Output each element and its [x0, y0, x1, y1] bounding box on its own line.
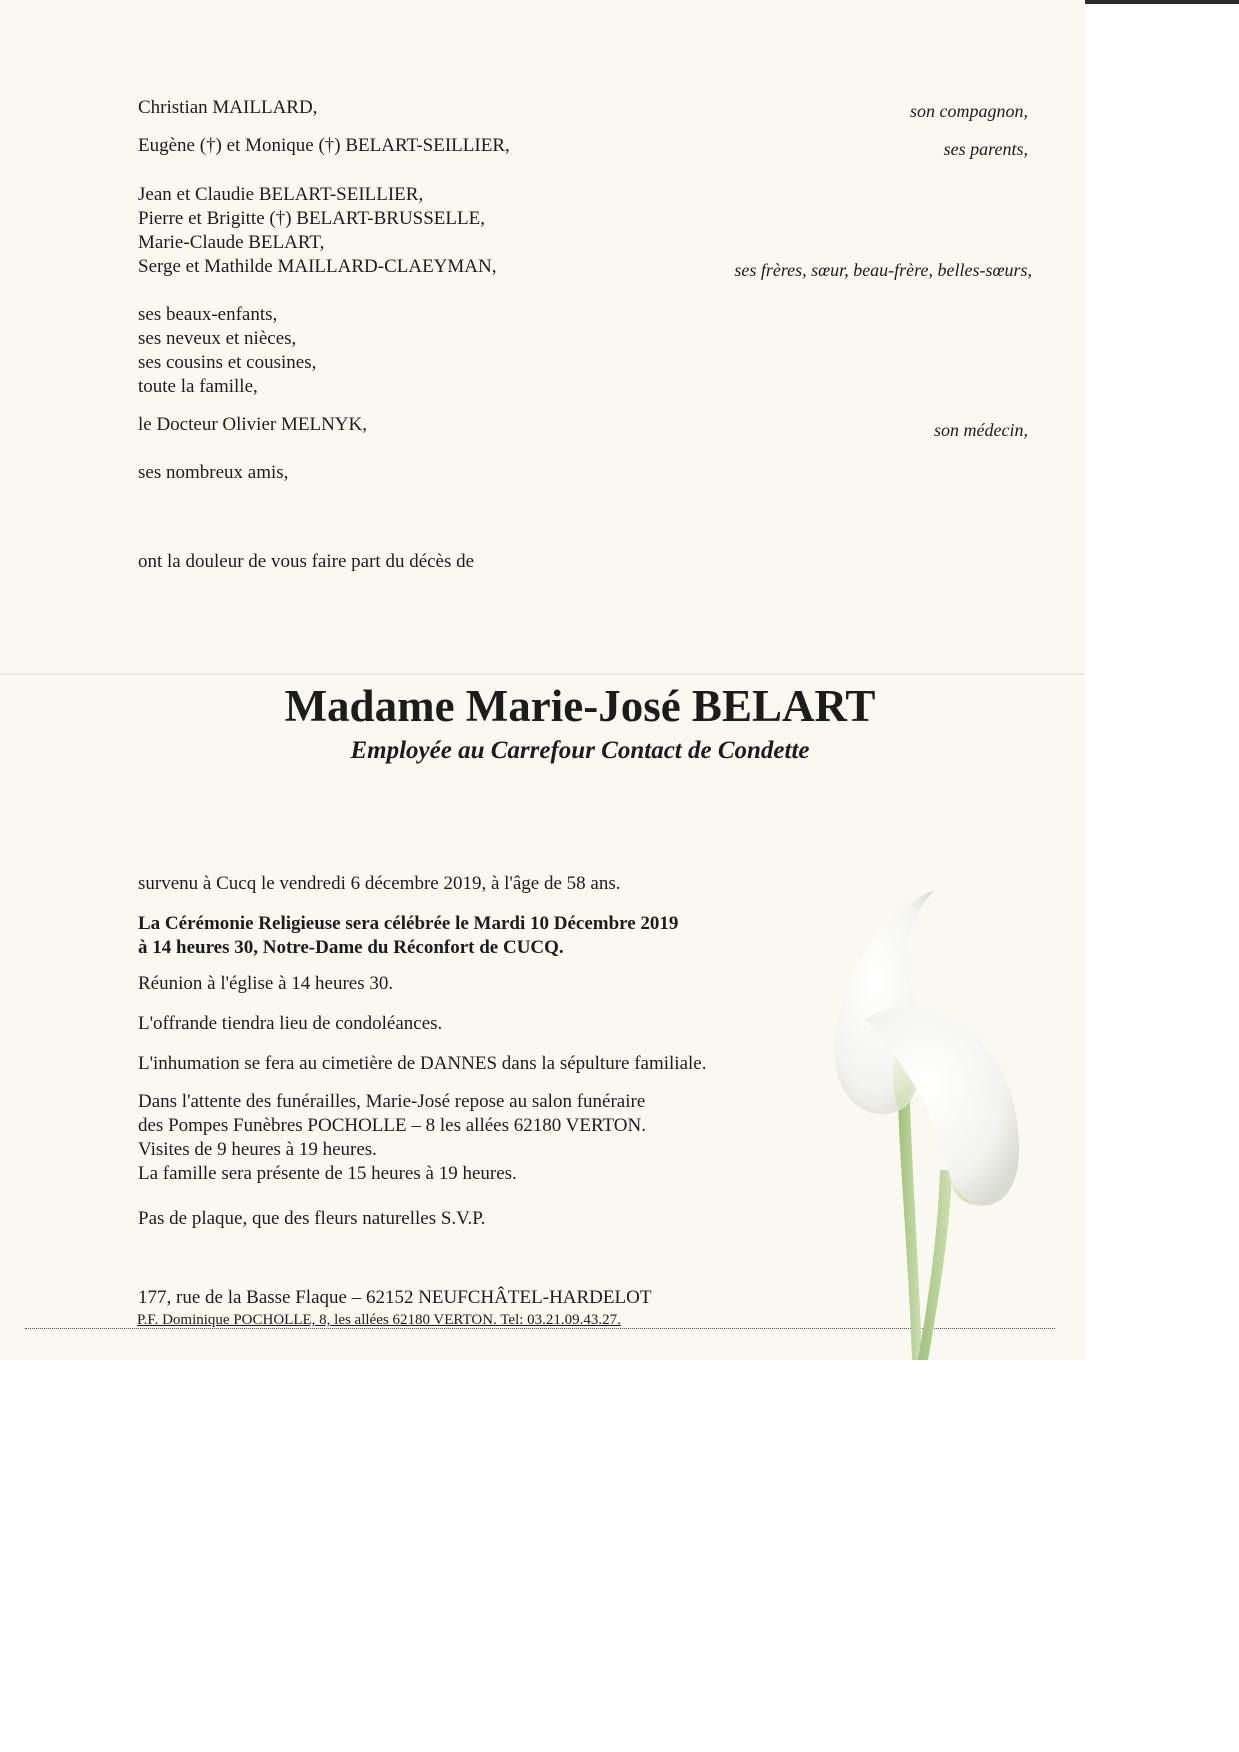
fold-line	[0, 673, 1085, 675]
doctor-relation: son médecin,	[934, 420, 1028, 440]
sibling-line: Jean et Claudie BELART-SEILLIER,	[138, 184, 424, 205]
siblings-relation: ses frères, sœur, beau-frère, belles-sœurs,	[734, 260, 1032, 280]
extended-family-block	[138, 303, 316, 399]
parents-relation: ses parents,	[943, 139, 1028, 159]
visitation-line: des Pompes Funèbres POCHOLLE – 8 les allées 62180 VERTON.	[138, 1115, 646, 1136]
flowers-line: Pas de plaque, que des fleurs naturelles S.V.P.	[138, 1208, 486, 1229]
family-line: ses neveux et nièces,	[138, 328, 297, 349]
offering-line: L'offrande tiendra lieu de condoléances.	[138, 1013, 443, 1034]
sibling-line: Serge et Mathilde MAILLARD-CLAEYMAN,	[138, 256, 497, 277]
deceased-name: Madame Marie-José BELART	[284, 681, 876, 731]
scan-edge-line	[1085, 0, 1239, 4]
family-line: ses beaux-enfants,	[138, 304, 278, 325]
companion-relation: son compagnon,	[910, 101, 1028, 121]
calla-lily-image	[800, 870, 1050, 1360]
meeting-line: Réunion à l'église à 14 heures 30.	[138, 973, 394, 994]
sibling-line: Pierre et Brigitte (†) BELART-BRUSSELLE,	[138, 208, 485, 229]
visitation-block	[138, 1090, 646, 1186]
visitation-line: Dans l'attente des funérailles, Marie-José repose au salon funéraire	[138, 1091, 646, 1112]
family-line: ses cousins et cousines,	[138, 352, 317, 373]
ceremony-block	[138, 912, 678, 960]
ceremony-line: à 14 heures 30, Notre-Dame du Réconfort de CUCQ.	[138, 937, 564, 958]
parents-names: Eugène (†) et Monique (†) BELART-SEILLIER,	[138, 135, 510, 156]
family-line: toute la famille,	[138, 376, 258, 397]
sibling-line: Marie-Claude BELART,	[138, 232, 325, 253]
address-line: 177, rue de la Basse Flaque – 62152 NEUFCHÂTEL-HARDELOT	[138, 1287, 652, 1308]
friends-line: ses nombreux amis,	[138, 462, 289, 483]
burial-line: L'inhumation se fera au cimetière de DANNES dans la sépulture familiale.	[138, 1053, 707, 1074]
death-details: survenu à Cucq le vendredi 6 décembre 2019, à l'âge de 58 ans.	[138, 873, 621, 894]
doctor-name: le Docteur Olivier MELNYK,	[138, 414, 367, 435]
siblings-block	[138, 183, 497, 279]
announcement-line: ont la douleur de vous faire part du décès de	[138, 551, 475, 572]
visitation-line: La famille sera présente de 15 heures à 19 heures.	[138, 1163, 517, 1184]
deceased-occupation: Employée au Carrefour Contact de Condette	[350, 737, 810, 764]
companion-name: Christian MAILLARD,	[138, 97, 318, 118]
ceremony-line: La Cérémonie Religieuse sera célébrée le Mardi 10 Décembre 2019	[138, 913, 679, 934]
visitation-line: Visites de 9 heures à 19 heures.	[138, 1139, 377, 1160]
funeral-home-footer: P.F. Dominique POCHOLLE, 8, les allées 62180 VERTON. Tel: 03.21.09.43.27.	[137, 1312, 621, 1328]
